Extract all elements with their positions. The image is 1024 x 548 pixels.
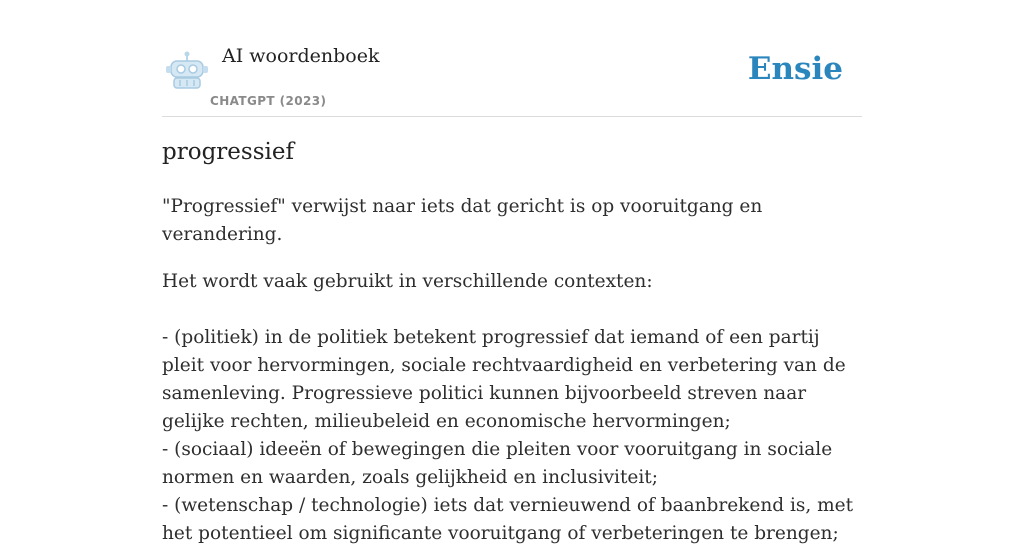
contexts-lead: Het wordt vaak gebruikt in verschillende contexten: bbox=[162, 271, 653, 292]
spacer bbox=[162, 296, 862, 324]
definition-intro: "Progressief" verwijst naar iets dat gericht is op vooruitgang en verandering. bbox=[162, 196, 763, 245]
source-title[interactable]: AI woordenboek bbox=[222, 45, 380, 67]
page bbox=[162, 0, 862, 544]
source-subtitle: CHATGPT (2023) bbox=[210, 94, 327, 108]
entry-definition bbox=[162, 193, 862, 548]
list-item: - (sociaal) ideeën of bewegingen die pleiten voor vooruitgang in sociale normen en waarden, zoals gelijkheid en inclusiviteit; bbox=[162, 439, 833, 488]
brand-logo[interactable]: Ensie bbox=[747, 51, 843, 87]
source-header bbox=[162, 0, 862, 117]
robot-icon bbox=[165, 50, 209, 90]
list-item: - (politiek) in de politiek betekent progressief dat iemand of een partij pleit voor hervormingen, sociale rechtvaardigheid en verbetering van de samenleving. Progressieve politici kunnen bijvoorbeeld streven naar gelijke rechten, milieubeleid en economische hervormingen; bbox=[162, 327, 846, 432]
list-item: - (wetenschap / technologie) iets dat vernieuwend of baanbrekend is, met het potentieel om significante vooruitgang of verbeteringen te brengen; bbox=[162, 495, 854, 544]
entry-term: progressief bbox=[162, 139, 294, 165]
